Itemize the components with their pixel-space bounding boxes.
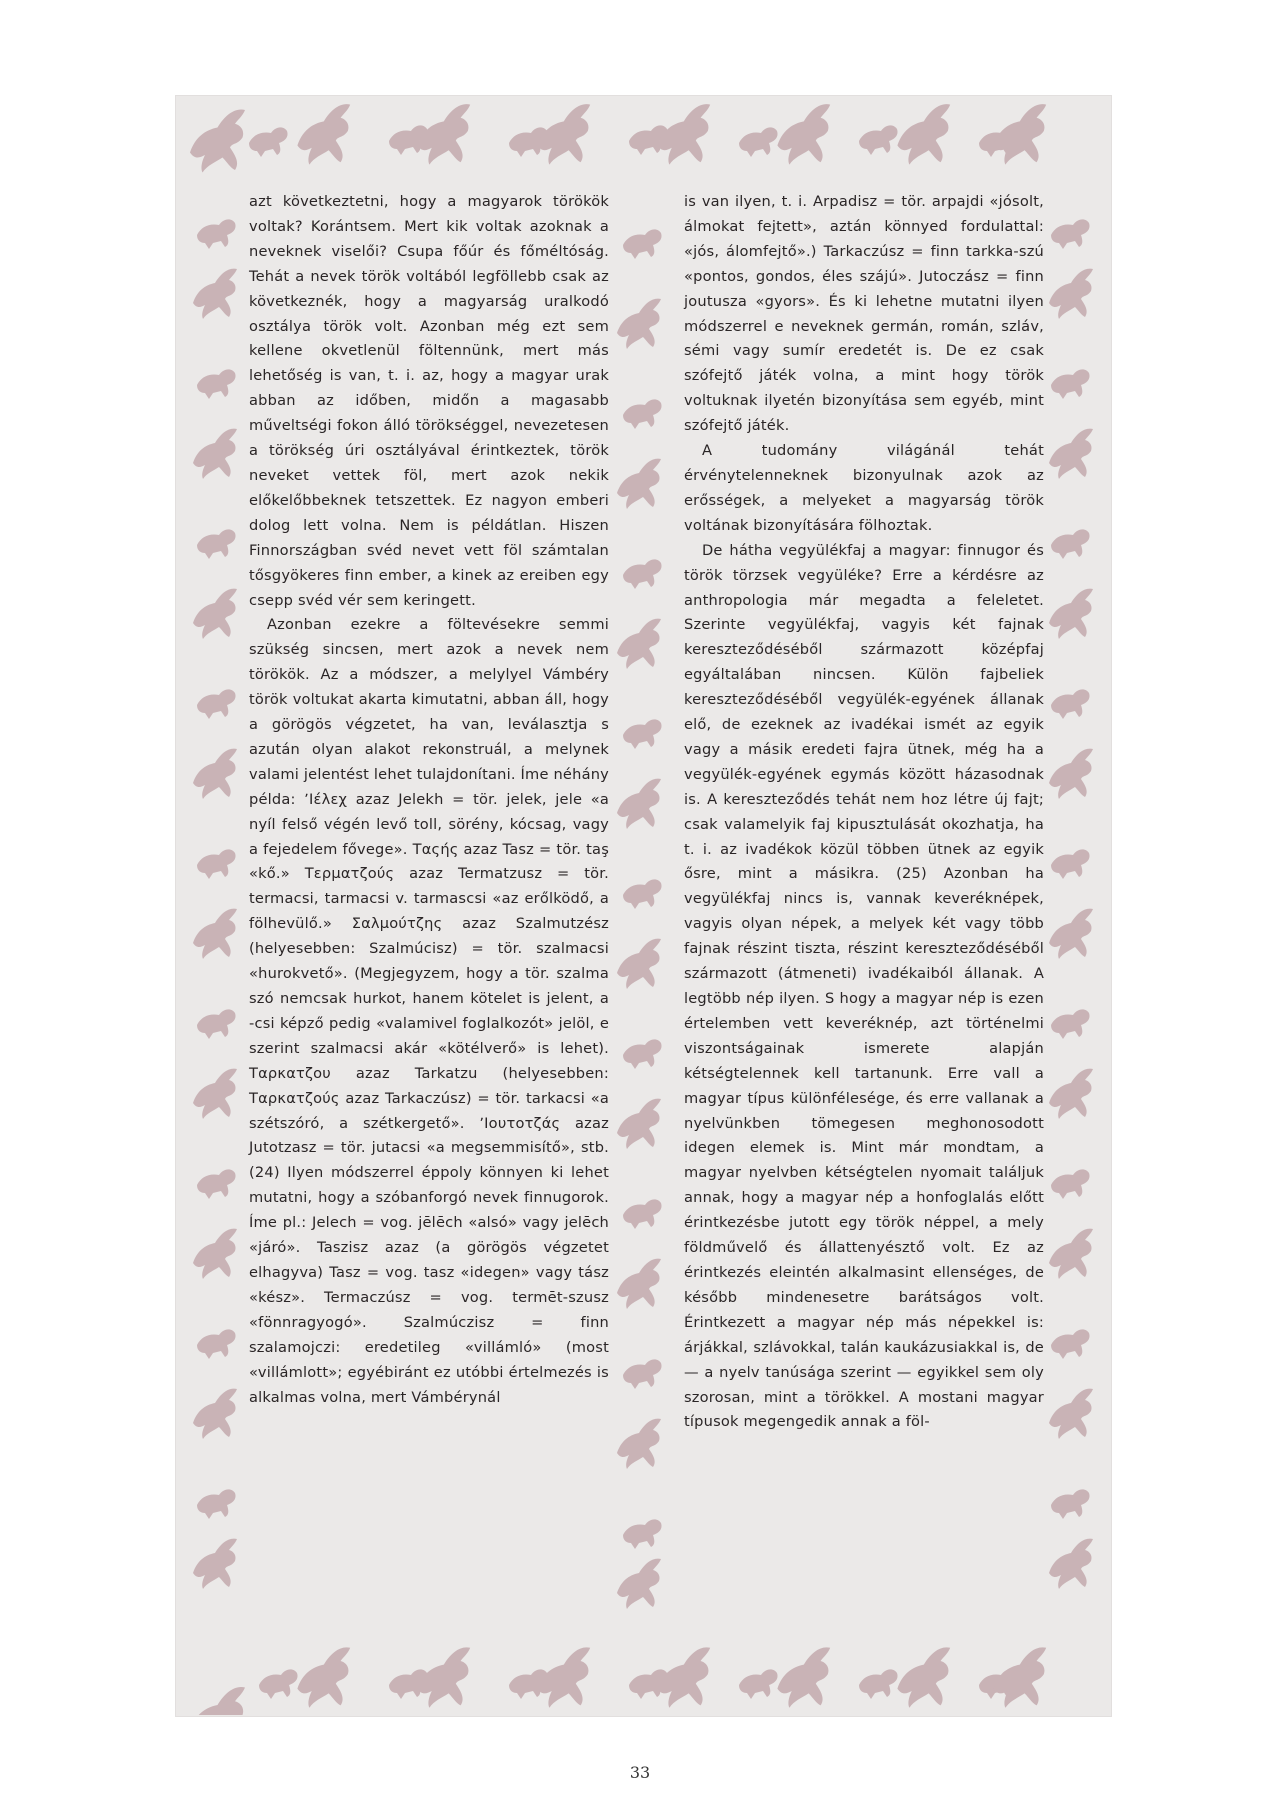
left-text-column bbox=[249, 190, 609, 1410]
right-text-column bbox=[684, 190, 1044, 1435]
middle-ornament-column bbox=[617, 229, 662, 1609]
left-paragraph-1: azt következtetni, hogy a magyarok törökök voltak? Korántsem. Mert kik voltak azoknak a neveknek viselői? Csupa főúr és főméltóság. Tehát a nevek török voltából legföllebb csak az következnék, hogy a magyarság uralkodó osztálya török volt. Azonban még ezt sem kellene okvetlenül föltennünk, mert más lehetőség is van, t. i. az, hogy a magyar urak abban az időben, midőn a magasabb műveltségi fokon álló törökséggel, nevezetesen a törökség úri osztályával érintkeztek, török neveket vettek föl, mert azok nekik előkelőbbeknek tetszettek. Ez nagyon emberi dolog lett volna. Nem is példátlan. Hiszen Finnországban svéd nevet vett föl számtalan tősgyökeres finn ember, a kinek az ereiben egy csepp svéd vér sem keringett. bbox=[249, 193, 609, 609]
right-paragraph-2: A tudomány világánál tehát érvénytelenneknek bizonyulnak azok az erősségek, a melyeket a magyarság török voltának bizonyítására fölhoztak. bbox=[684, 442, 1044, 534]
bottom-ornament-row bbox=[190, 1647, 1046, 1715]
top-ornament-row bbox=[190, 104, 1046, 172]
left-paragraph-2: Azonban ezekre a föltevésekre semmi szükség sincsen, mert azok a nevek nem törökök. Az a módszer, a melylyel Vámbéry török voltukat akarta kimutatni, abban áll, hogy a görögös végzetet, ha van, leválasztja s azután olyan alakot rekonstruál, a melynek valami jelentést lehet tulajdonítani. Íme néhány példa: ʼΙέλεχ azaz Jelekh = tör. jelek, jele «a nyíl felső végén levő toll, sörény, kócsag, vagy a fejedelem fővege». Ταςής azaz Tasz = tör. taş «kő.» Τερματζούς azaz Termatzusz = tör. termacsi, tarmacsi v. tarmascsi «az erőlködő, a fölhevülő.» Σαλμούτζης azaz Szalmutzész (helyesebben: Szalmúcisz) = tör. szalmacsi «hurokvető». (Megjegyzem, hogy a tör. szalma szó nemcsak hurkot, hanem kötelet is jelent, a -csi képző pedig «valamivel foglalkozót» jelöl, e szerint szalmacsi akár «kötélverő» is lehet). Ταρκατζου azaz Tarkatzu (helyesebben: Ταρκατζούς azaz Tarkaczúsz) = tör. tarkacsi «a szétszóró, a szétkergető». ʼΙουτοτζάς azaz Jutotzasz = tör. jutacsi «a megsemmisítő», stb. (24) Ilyen módszerrel éppoly könnyen ki lehet mutatni, hogy a szóbanforgó nevek finnugorok. Íme pl.: Jelech = vog. jēlēch «alsó» vagy jelēch «járó». Taszisz azaz (a görögös végzetet elhagyva) Tasz = vog. tasz «idegen» vagy tász «kész». Termaczúsz = vog. termēt-szusz «fönnragyogó». Szalmúczisz = finn szalamojczi: eredetileg «villámló» (most «villámlott»; egyébiránt ez utóbbi értelmezés is alkalmas volna, mert Vámbérynál bbox=[249, 616, 609, 1406]
page-number: 33 bbox=[629, 1763, 651, 1782]
right-paragraph-3: De hátha vegyülékfaj a magyar: finnugor és török törzsek vegyüléke? Erre a kérdésre az anthropologia már megadta a feleletet. Szerinte vegyülékfaj, vagyis két fajnak kereszteződéséből származott középfaj egyáltalában nincsen. Külön fajbeliek kereszteződéséből vegyülék-egyének állanak elő, de ezeknek az ivadékai ismét az egyik vagy a másik eredeti fajra ütnek, még ha a vegyülék-egyének egymás között házasodnak is. A kereszteződés tehát nem hoz létre új fajt; csak valamelyik faj kipusztulását okozhatja, ha t. i. az ivadékok közül többen ütnek az egyik ősre, mint a másikra. (25) Azonban ha vegyülékfaj nincs is, vannak keveréknépek, vagyis olyan népek, a melyek két vagy több fajnak részint tiszta, részint kereszteződéséből származott (átmeneti) ivadékaiból állanak. A legtöbb nép ilyen. S hogy a magyar nép is ezen értelemben vett keveréknép, azt történelmi viszontságainak ismerete alapján kétségtelennek kell tartanunk. Erre vall a magyar típus különfélesége, és erre vallanak a nyelvünkben tömegesen meghonosodott idegen elemek is. Mint már mondtam, a magyar nyelvben kétségtelen nyomait találjuk annak, hogy a magyar nép a honfoglalás előtt érintkezésbe jutott egy török néppel, a mely földművelő és állattenyésztő volt. Ez az érintkezés eleintén alkalmasint ellenséges, de később mindenesetre barátságos volt. Érintkezett a magyar nép más népekkel is: árjákkal, szlávokkal, talán kaukázusiakkal is, de — a nyelv tanúsága szerint — egyikkel sem oly szorosan, mint a törökkel. A mostani magyar típusok megengedik annak a föl- bbox=[684, 541, 1044, 1431]
left-ornament-column bbox=[193, 219, 237, 1589]
right-ornament-column bbox=[1049, 219, 1093, 1589]
right-paragraph-1: is van ilyen, t. i. Arpadisz = tör. arpajdi «jósolt, álmokat fejtett», aztán könnyed fordulattal: «jós, álomfejtő».) Tarkaczúsz = finn tarkka-szú «pontos, gondos, éles szájú». Jutoczász = finn joutusza «gyors». És ki lehetne mutatni ilyen módszerrel e neveknek germán, román, szláv, sémi vagy sumír eredetét is. De ez csak szófejtő játék volna, a mint hogy török voltuknak ilyetén bizonyítása sem egyéb, mint szófejtő játék. bbox=[684, 193, 1044, 435]
